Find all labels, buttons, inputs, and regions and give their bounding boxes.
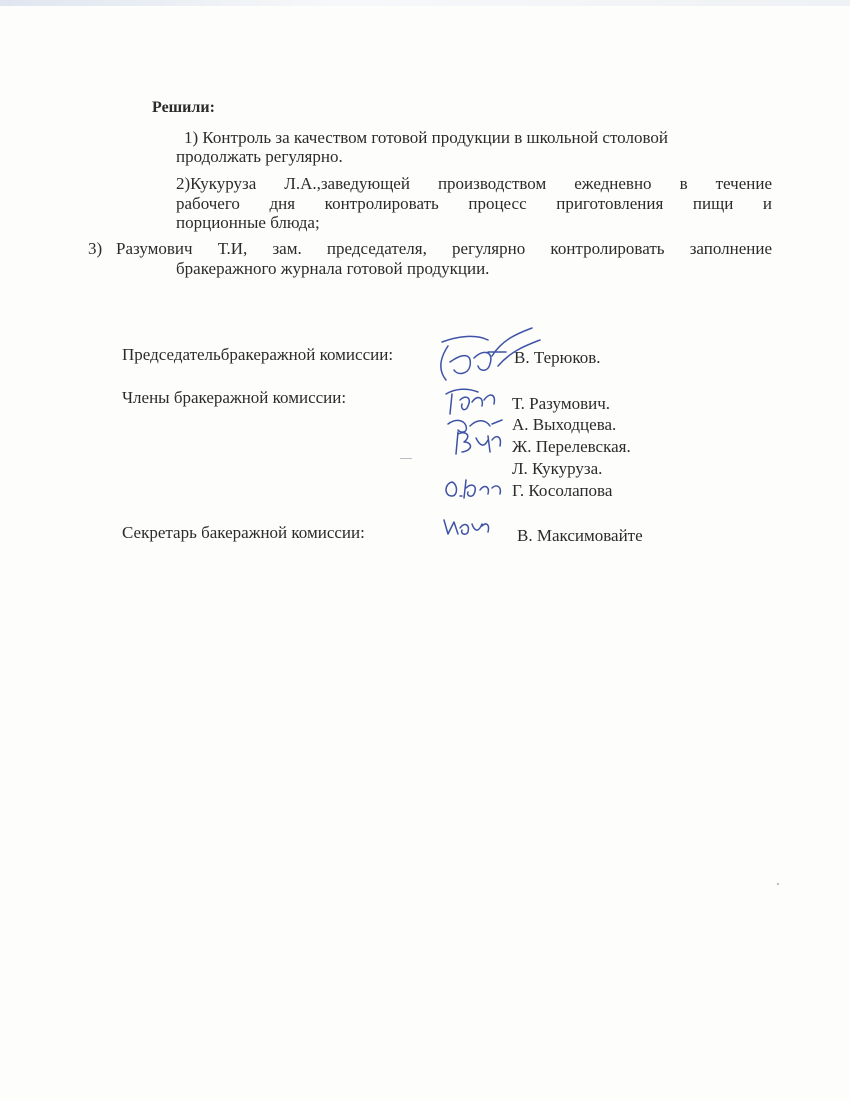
decision-item-2-line-3: порционные блюда; <box>176 213 320 232</box>
chair-name: В. Терюков. <box>514 348 601 367</box>
member-name-5: Г. Косолапова <box>512 481 613 500</box>
scan-speck <box>777 883 779 885</box>
decision-item-3-number: 3) <box>88 239 103 258</box>
member-name-4: Л. Кукуруза. <box>512 459 603 478</box>
members-label: Члены бракеражной комиссии: <box>122 388 347 407</box>
member-name-2: А. Выходцева. <box>512 415 617 434</box>
decision-item-1-line-2: продолжать регулярно. <box>176 147 343 166</box>
decision-item-3-line-1: Разумович Т.И, зам. председателя, регулярно контролировать заполнение <box>116 239 772 258</box>
member-signature-5 <box>440 470 510 504</box>
decision-heading: Решили: <box>152 99 215 116</box>
member-name-3: Ж. Перелевская. <box>512 437 631 456</box>
decision-item-2-line-2: рабочего дня контролировать процесс приготовления пищи и <box>176 194 772 213</box>
secretary-signature <box>438 512 494 542</box>
member-name-1: Т. Разумович. <box>512 394 610 413</box>
member-signature-3 <box>448 424 508 458</box>
decision-item-1-line-1: 1) Контроль за качеством готовой продукции в школьной столовой <box>184 128 668 147</box>
chair-label: Председательбракеражной комиссии: <box>122 345 394 364</box>
scan-edge <box>0 0 850 6</box>
decision-item-3-line-2: бракеражного журнала готовой продукции. <box>176 259 490 278</box>
secretary-name: В. Максимовайте <box>517 526 643 545</box>
scan-speck <box>400 458 412 459</box>
secretary-label: Секретарь бакеражной комиссии: <box>122 523 365 542</box>
decision-item-2-line-1: 2)Кукуруза Л.А.,заведующей производством ежедневно в течение <box>176 174 772 193</box>
